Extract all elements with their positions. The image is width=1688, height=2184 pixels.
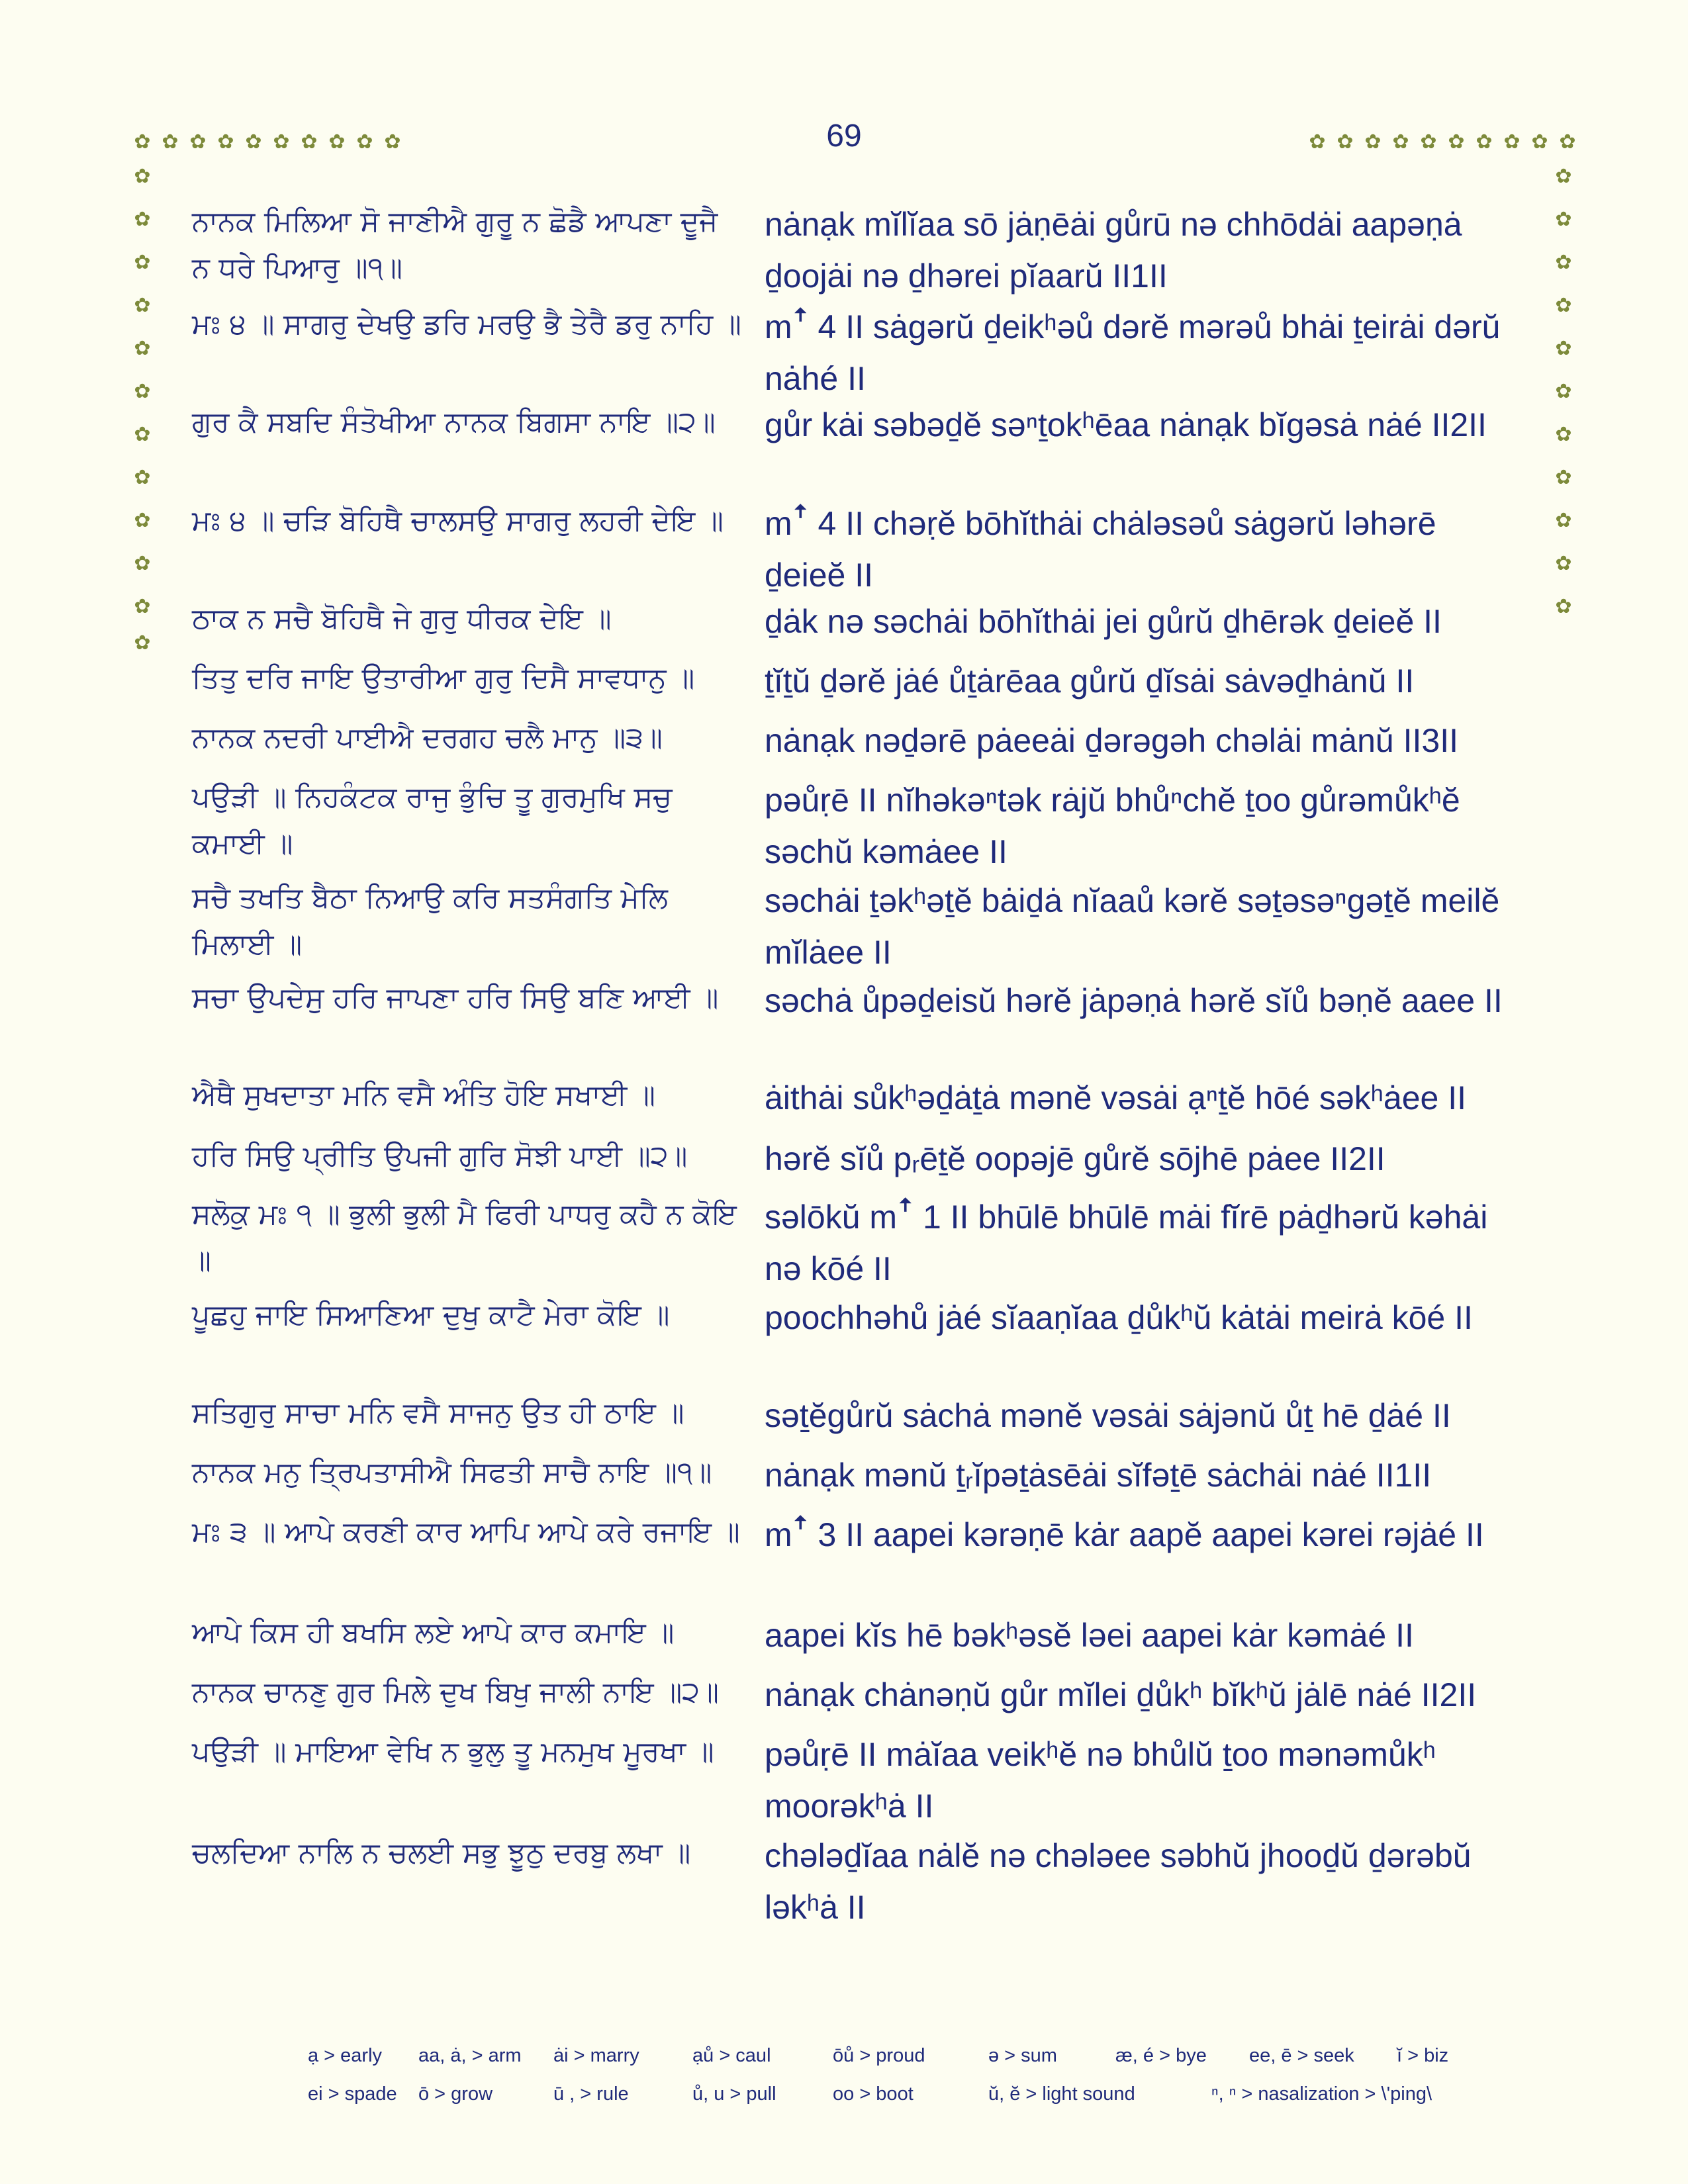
gurmukhi-line: ਨਾਨਕ ਨਦਰੀ ਪਾਈਐ ਦਰਗਹ ਚਲੈ ਮਾਨੁ ॥੩॥: [192, 721, 663, 754]
flower-ornament-icon: ✿: [1448, 130, 1465, 154]
flower-ornament-icon: ✿: [134, 552, 151, 575]
flower-ornament-icon: ✿: [134, 337, 151, 360]
transliteration-line: nȧnạk nəḏərē pȧeeȧi ḏərəgəh chəlȧi mȧnŭ II3II: [765, 722, 1458, 759]
legend-item: aa, ȧ, > arm: [418, 2045, 522, 2066]
flower-ornament-icon: ✿: [134, 130, 151, 154]
gurmukhi-line: ਐਥੈ ਸੁਖਦਾਤਾ ਮਨਿ ਵਸੈ ਅੰਤਿ ਹੋਇ ਸਖਾਈ ॥: [192, 1079, 656, 1112]
legend-item: oo > boot: [833, 2083, 914, 2105]
flower-ornament-icon: ✿: [134, 165, 151, 188]
gurmukhi-line: ਮਃ ੪ ॥ ਸਾਗਰੁ ਦੇਖਉ ਡਰਿ ਮਰਉ ਭੈ ਤੇਰੈ ਡਰੁ ਨਾਹਿ ॥: [192, 308, 741, 341]
flower-ornament-icon: ✿: [1364, 130, 1382, 154]
flower-ornament-icon: ✿: [134, 595, 151, 618]
transliteration-line: pəůṛē II nĭhəkəⁿtək rȧjŭ bhůⁿchĕ ṯoo gůrəmůkʰĕ səchŭ kəmȧee II: [765, 782, 1460, 870]
gurmukhi-line: ਸਤਿਗੁਰੁ ਸਾਚਾ ਮਨਿ ਵਸੈ ਸਾਜਨੁ ਉਤ ਹੀ ਠਾਇ ॥: [192, 1396, 684, 1430]
transliteration-line: nȧnạk chȧnəṇŭ gůr mĭlei ḏůkʰ bĭkʰŭ jȧlē nȧé II2II: [765, 1676, 1477, 1713]
flower-ornament-icon: ✿: [1555, 337, 1572, 360]
gurmukhi-line: ਚਲਦਿਆ ਨਾਲਿ ਨ ਚਲਈ ਸਭੁ ਝੂਠੁ ਦਰਬੁ ਲਖਾ ॥: [192, 1837, 691, 1870]
transliteration-line: mꜛ 3 II aapei kərəṇē kȧr aapĕ aapei kərei rəjȧé II: [765, 1516, 1484, 1553]
flower-ornament-icon: ✿: [1555, 294, 1572, 317]
flower-ornament-icon: ✿: [134, 509, 151, 532]
legend-item: ū , > rule: [553, 2083, 629, 2105]
transliteration-line: səchȧi ṯəkʰəṯĕ bȧiḏȧ nĭaaů kərĕ səṯəsəⁿgəṯĕ meilĕ mĭlȧee II: [765, 882, 1500, 971]
flower-ornament-icon: ✿: [1555, 208, 1572, 231]
legend-item: ee, ē > seek: [1249, 2045, 1354, 2066]
flower-ornament-icon: ✿: [217, 130, 234, 154]
flower-ornament-icon: ✿: [134, 423, 151, 446]
flower-ornament-icon: ✿: [1420, 130, 1437, 154]
transliteration-line: ṯĭṯŭ ḏərĕ jȧé ůṯȧrēaa gůrŭ ḏĭsȧi sȧvəḏhȧnŭ II: [765, 662, 1415, 700]
transliteration-line: aapei kĭs hē bəkʰəsĕ ləei aapei kȧr kəmȧé II: [765, 1617, 1414, 1654]
legend-item: ȧi > marry: [553, 2045, 639, 2066]
flower-ornament-icon: ✿: [1555, 251, 1572, 274]
flower-ornament-icon: ✿: [1555, 595, 1572, 618]
flower-ornament-icon: ✿: [301, 130, 318, 154]
flower-ornament-icon: ✿: [1555, 380, 1572, 403]
gurmukhi-line: ਪਉੜੀ ॥ ਨਿਹਕੰਟਕ ਰਾਜੁ ਭੁੰਚਿ ਤੂ ਗੁਰਮੁਖਿ ਸਚੁ ਕਮਾਈ ॥: [192, 781, 673, 860]
flower-ornament-icon: ✿: [134, 631, 151, 655]
legend-item: ạů > caul: [692, 2045, 771, 2066]
legend-item: ə > sum: [988, 2045, 1057, 2066]
flower-ornament-icon: ✿: [134, 251, 151, 274]
gurmukhi-line: ਨਾਨਕ ਮਨੁ ਤ੍ਰਿਪਤਾਸੀਐ ਸਿਫਤੀ ਸਾਚੈ ਨਾਇ ॥੧॥: [192, 1456, 712, 1489]
gurmukhi-line: ਸਚੈ ਤਖਤਿ ਬੈਠਾ ਨਿਆਉ ਕਰਿ ਸਤਸੰਗਤਿ ਮੇਲਿ ਮਿਲਾਈ ॥: [192, 882, 668, 961]
flower-ornament-icon: ✿: [1503, 130, 1521, 154]
gurmukhi-line: ਆਪੇ ਕਿਸ ਹੀ ਬਖਸਿ ਲਏ ਆਪੇ ਕਾਰ ਕਮਾਇ ॥: [192, 1616, 675, 1649]
flower-ornament-icon: ✿: [134, 208, 151, 231]
legend-item: ō > grow: [418, 2083, 493, 2105]
flower-ornament-icon: ✿: [134, 466, 151, 489]
gurmukhi-line: ਪੂਛਹੁ ਜਾਇ ਸਿਆਣਿਆ ਦੁਖੁ ਕਾਟੈ ਮੇਰਾ ਕੋਇ ॥: [192, 1298, 670, 1332]
flower-ornament-icon: ✿: [328, 130, 346, 154]
flower-ornament-icon: ✿: [162, 130, 179, 154]
flower-ornament-icon: ✿: [189, 130, 207, 154]
gurmukhi-line: ਸਚਾ ਉਪਦੇਸੁ ਹਰਿ ਜਾਪਣਾ ਹਰਿ ਸਿਉ ਬਣਿ ਆਈ ॥: [192, 981, 719, 1015]
transliteration-line: nȧnạk mĭlĭaa sō jȧṇēȧi gůrū nə chhōdȧi aapəṇȧ ḏoojȧi nə ḏhərei pĭaarŭ II1II: [765, 206, 1462, 295]
flower-ornament-icon: ✿: [1555, 423, 1572, 446]
gurmukhi-line: ਪਉੜੀ ॥ ਮਾਇਆ ਵੇਖਿ ਨ ਭੁਲੁ ਤੂ ਮਨਮੁਖ ਮੂਰਖਾ ॥: [192, 1735, 714, 1768]
legend-item: ei > spade: [308, 2083, 397, 2105]
transliteration-line: pəůṛē II mȧĭaa veikʰĕ nə bhůlŭ ṯoo mənəmůkʰ moorəkʰȧ II: [765, 1736, 1436, 1825]
gurmukhi-line: ਤਿਤੁ ਦਰਿ ਜਾਇ ਉਤਾਰੀਆ ਗੁਰੁ ਦਿਸੈ ਸਾਵਧਾਨੁ ॥: [192, 662, 695, 695]
legend-item: ů, u > pull: [692, 2083, 776, 2105]
gurmukhi-line: ਮਃ ੪ ॥ ਚੜਿ ਬੋਹਿਥੈ ਚਾਲਸਉ ਸਾਗਰੁ ਲਹਰੀ ਦੇਇ ॥: [192, 504, 724, 537]
flower-ornament-icon: ✿: [1555, 509, 1572, 532]
legend-item: ⁿ, ⁿ > nasalization > \'ping\: [1211, 2083, 1432, 2105]
transliteration-line: nȧnạk mənŭ ṯᵣĭpəṯȧsēȧi sĭfəṯē sȧchȧi nȧé II1II: [765, 1457, 1432, 1494]
flower-ornament-icon: ✿: [273, 130, 290, 154]
gurmukhi-line: ਗੁਰ ਕੈ ਸਬਦਿ ਸੰਤੋਖੀਆ ਨਾਨਕ ਬਿਗਸਾ ਨਾਇ ॥੨॥: [192, 406, 716, 439]
gurmukhi-line: ਨਾਨਕ ਮਿਲਿਆ ਸੋ ਜਾਣੀਐ ਗੁਰੂ ਨ ਛੋਡੈ ਆਪਣਾ ਦੂਜੈ ਨ ਧਰੇ ਪਿਆਰੁ ॥੧॥: [192, 205, 718, 285]
legend-item: ŭ, ĕ > light sound: [988, 2083, 1135, 2105]
gurmukhi-line: ਹਰਿ ਸਿਉ ਪ੍ਰੀਤਿ ਉਪਜੀ ਗੁਰਿ ਸੋਝੀ ਪਾਈ ॥੨॥: [192, 1140, 688, 1173]
flower-ornament-icon: ✿: [1531, 130, 1548, 154]
legend-item: ōů > proud: [833, 2045, 925, 2066]
gurmukhi-line: ਸਲੋਕੁ ਮਃ ੧ ॥ ਭੁਲੀ ਭੁਲੀ ਮੈ ਫਿਰੀ ਪਾਧਰੁ ਕਹੈ ਨ ਕੋਇ ॥: [192, 1198, 737, 1277]
transliteration-line: ḏȧk nə səchȧi bōhĭthȧi jei gůrŭ ḏhērək ḏeieĕ II: [765, 603, 1442, 640]
transliteration-line: chələḏĭaa nȧlĕ nə chələee səbhŭ jhooḏŭ ḏərəbŭ ləkʰȧ II: [765, 1837, 1472, 1926]
page-number: 69: [826, 118, 862, 154]
legend-item: ạ > early: [308, 2045, 383, 2066]
flower-ornament-icon: ✿: [1392, 130, 1409, 154]
transliteration-line: gůr kȧi səbəḏĕ səⁿṯokʰēaa nȧnạk bĭgəsȧ nȧé II2II: [765, 406, 1487, 443]
transliteration-line: səchȧ ůpəḏeisŭ hərĕ jȧpəṇȧ hərĕ sĭů bəṇĕ aaee II: [765, 982, 1503, 1019]
transliteration-line: hərĕ sĭů pᵣēṯĕ oopəjē gůrĕ sōjhē pȧee II2II: [765, 1140, 1385, 1177]
gurmukhi-line: ਨਾਨਕ ਚਾਨਣੁ ਗੁਰ ਮਿਲੇ ਦੁਖ ਬਿਖੁ ਜਾਲੀ ਨਾਇ ॥੨॥: [192, 1676, 719, 1709]
flower-ornament-icon: ✿: [356, 130, 373, 154]
transliteration-line: mꜛ 4 II sȧgərŭ ḏeikʰəů dərĕ mərəů bhȧi ṯeirȧi dərŭ nȧhé II: [765, 308, 1501, 397]
flower-ornament-icon: ✿: [134, 380, 151, 403]
flower-ornament-icon: ✿: [1555, 466, 1572, 489]
legend-item: æ, é > bye: [1115, 2045, 1207, 2066]
flower-ornament-icon: ✿: [1555, 552, 1572, 575]
gurmukhi-line: ਠਾਕ ਨ ਸਚੈ ਬੋਹਿਥੈ ਜੇ ਗੁਰੁ ਧੀਰਕ ਦੇਇ ॥: [192, 602, 612, 635]
flower-ornament-icon: ✿: [134, 294, 151, 317]
flower-ornament-icon: ✿: [245, 130, 262, 154]
gurmukhi-line: ਮਃ ੩ ॥ ਆਪੇ ਕਰਣੀ ਕਾਰ ਆਪਿ ਆਪੇ ਕਰੇ ਰਜਾਇ ॥: [192, 1516, 740, 1549]
transliteration-line: səlōkŭ mꜛ 1 II bhūlē bhūlē mȧi fĭrē pȧḏhərŭ kəhȧi nə kōé II: [765, 1199, 1488, 1287]
flower-ornament-icon: ✿: [384, 130, 401, 154]
flower-ornament-icon: ✿: [1336, 130, 1354, 154]
flower-ornament-icon: ✿: [1476, 130, 1493, 154]
flower-ornament-icon: ✿: [1555, 165, 1572, 188]
transliteration-line: poochhəhů jȧé sĭaaṇĭaa ḏůkʰŭ kȧtȧi meirȧ kōé II: [765, 1299, 1473, 1336]
transliteration-line: mꜛ 4 II chəṛĕ bōhĭthȧi chȧləsəů sȧgərŭ ləhərē ḏeieĕ II: [765, 505, 1436, 594]
transliteration-line: ȧithȧi sůkʰəḏȧṯȧ mənĕ vəsȧi ạⁿṯĕ hōé səkʰȧee II: [765, 1079, 1467, 1116]
transliteration-line: səṯĕgůrŭ sȧchȧ mənĕ vəsȧi sȧjənŭ ůṯ hē ḏȧé II: [765, 1397, 1451, 1434]
flower-ornament-icon: ✿: [1559, 130, 1576, 154]
flower-ornament-icon: ✿: [1309, 130, 1326, 154]
legend-item: ĭ > biz: [1397, 2045, 1449, 2066]
